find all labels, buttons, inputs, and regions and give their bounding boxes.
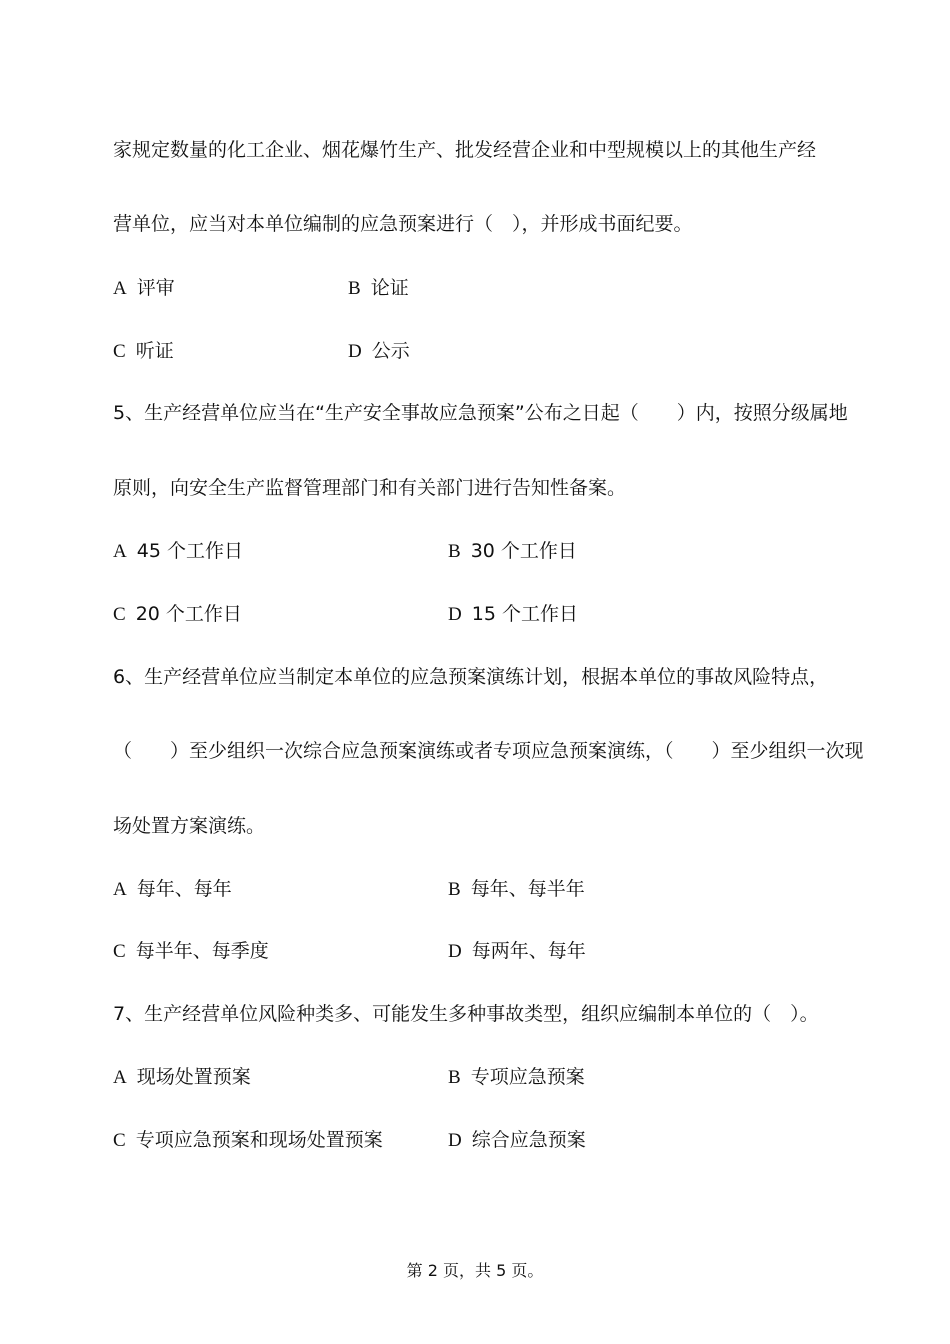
option-text: 综合应急预案 bbox=[471, 1129, 586, 1151]
q6-option-d bbox=[448, 939, 586, 964]
q5-option-d bbox=[448, 602, 578, 627]
option-text: 每两年、每年 bbox=[471, 940, 586, 962]
q6-text-line-3: 场处置方案演练。 bbox=[113, 815, 266, 837]
q4-text-line-1: 家规定数量的化工企业、烟花爆竹生产、批发经营企业和中型规模以上的其他生产经 bbox=[113, 139, 817, 161]
q4-option-c bbox=[113, 339, 174, 364]
option-letter: D bbox=[448, 1130, 462, 1151]
option-text: 专项应急预案 bbox=[470, 1066, 585, 1088]
option-letter: B bbox=[448, 1067, 461, 1088]
option-letter: B bbox=[448, 879, 461, 900]
q4-option-b bbox=[348, 276, 409, 301]
q4-option-d bbox=[348, 339, 410, 364]
option-letter: A bbox=[113, 879, 127, 900]
option-letter: C bbox=[113, 604, 126, 625]
option-letter: B bbox=[348, 278, 361, 299]
option-letter: C bbox=[113, 941, 126, 962]
q5-option-c bbox=[113, 602, 242, 627]
option-text: 30 个工作日 bbox=[470, 540, 577, 562]
q5-text-line-2: 原则，向安全生产监督管理部门和有关部门进行告知性备案。 bbox=[113, 477, 627, 499]
option-text: 专项应急预案和现场处置预案 bbox=[135, 1129, 383, 1151]
q6-text-line-2: （ ）至少组织一次综合应急预案演练或者专项应急预案演练，（ ）至少组织一次现 bbox=[113, 740, 864, 762]
q7-option-a bbox=[113, 1065, 251, 1090]
q7-text-line-1: 7、生产经营单位风险种类多、可能发生多种事故类型，组织应编制本单位的（ ）。 bbox=[113, 1003, 819, 1025]
option-text: 15 个工作日 bbox=[471, 603, 578, 625]
option-text: 每年、每年 bbox=[136, 878, 232, 900]
option-letter: C bbox=[113, 1130, 126, 1151]
option-letter: D bbox=[448, 604, 462, 625]
q7-option-b bbox=[448, 1065, 585, 1090]
option-text: 评审 bbox=[136, 277, 175, 299]
option-letter: A bbox=[113, 541, 127, 562]
q7-option-c bbox=[113, 1128, 383, 1153]
q6-text-line-1: 6、生产经营单位应当制定本单位的应急预案演练计划，根据本单位的事故风险特点， bbox=[113, 666, 829, 688]
q5-option-a bbox=[113, 539, 243, 564]
q6-option-a bbox=[113, 877, 232, 902]
option-text: 论证 bbox=[370, 277, 409, 299]
option-letter: B bbox=[448, 541, 461, 562]
q5-text-line-1: 5、生产经营单位应当在“生产安全事故应急预案”公布之日起（ ）内，按照分级属地 bbox=[113, 402, 848, 424]
option-letter: A bbox=[113, 278, 127, 299]
q4-text-line-2: 营单位，应当对本单位编制的应急预案进行（ ），并形成书面纪要。 bbox=[113, 213, 693, 235]
q6-option-c bbox=[113, 939, 269, 964]
option-letter: A bbox=[113, 1067, 127, 1088]
q5-option-b bbox=[448, 539, 577, 564]
option-text: 每年、每半年 bbox=[470, 878, 585, 900]
page-footer: 第 2 页，共 5 页。 bbox=[406, 1261, 544, 1280]
option-text: 公示 bbox=[371, 340, 410, 362]
q6-option-b bbox=[448, 877, 585, 902]
option-letter: C bbox=[113, 341, 126, 362]
option-text: 每半年、每季度 bbox=[135, 940, 269, 962]
q4-option-a bbox=[113, 276, 175, 301]
option-text: 听证 bbox=[135, 340, 174, 362]
option-text: 45 个工作日 bbox=[136, 540, 243, 562]
q7-option-d bbox=[448, 1128, 586, 1153]
option-text: 20 个工作日 bbox=[135, 603, 242, 625]
option-letter: D bbox=[448, 941, 462, 962]
option-text: 现场处置预案 bbox=[136, 1066, 251, 1088]
option-letter: D bbox=[348, 341, 362, 362]
